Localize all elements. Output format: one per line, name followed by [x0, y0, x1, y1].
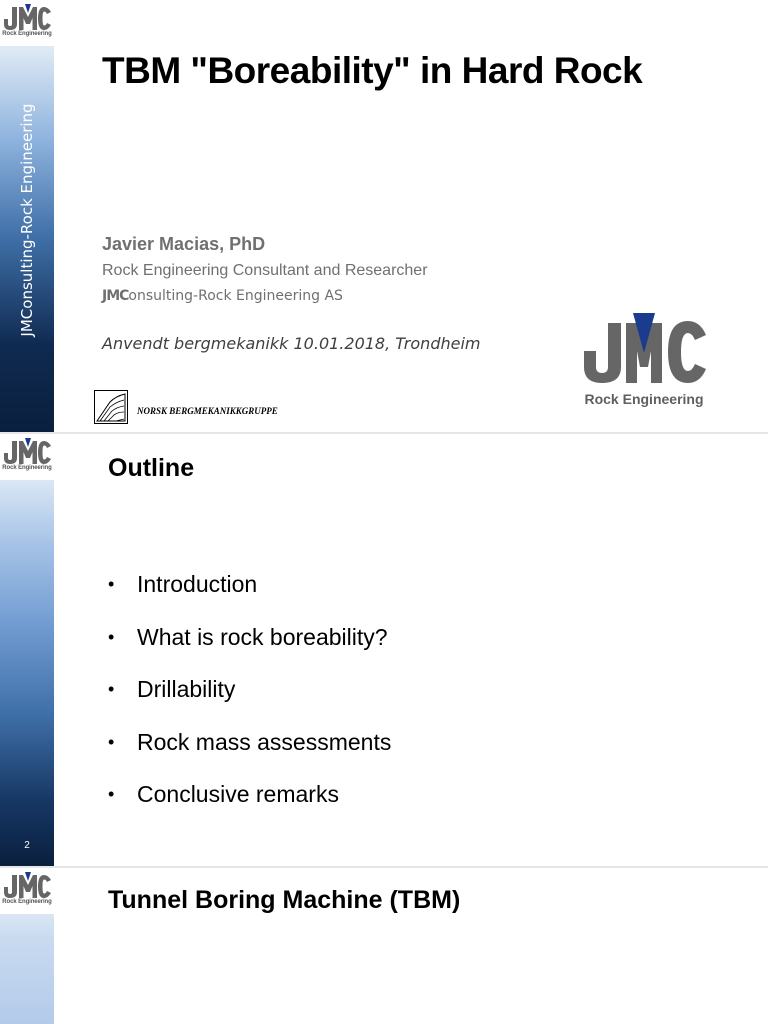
logo-caption: Rock Engineering: [2, 31, 52, 37]
slide-outline: [0, 434, 768, 866]
logo-large-caption: Rock Engineering: [584, 391, 704, 407]
slide-tbm: [0, 868, 768, 1024]
jmc-logo-mark: [2, 4, 52, 30]
list-item: [108, 728, 391, 781]
outline-list: [108, 570, 391, 833]
list-item-text: What is rock boreability?: [137, 623, 388, 650]
list-item: [108, 570, 391, 623]
page-number: 2: [24, 840, 30, 851]
company-name: [102, 288, 343, 304]
sidebar: [0, 434, 54, 866]
list-item-text: Drillability: [137, 676, 236, 702]
jmc-logo: [0, 436, 54, 480]
list-item: [108, 623, 391, 676]
nbg-label: NORSK BERGMEKANIKKGRUPPE: [137, 406, 278, 416]
author-name: Javier Macias, PhD: [102, 234, 266, 254]
list-item: [108, 780, 391, 833]
bullet: •: [108, 784, 115, 804]
jmc-logo: [0, 870, 54, 914]
sidebar: [0, 0, 54, 432]
jmc-logo-mark: [2, 438, 52, 464]
logo-caption: Rock Engineering: [2, 465, 52, 471]
logo-caption: Rock Engineering: [2, 899, 52, 905]
bullet: •: [108, 679, 115, 699]
jmc-logo: [0, 2, 54, 46]
event-line: Anvendt bergmekanikk 10.01.2018, Trondheim: [102, 334, 481, 353]
nbg-mountain-icon: [94, 390, 128, 424]
list-item: [108, 675, 391, 728]
tbm-heading: Tunnel Boring Machine (TBM): [108, 886, 461, 914]
outline-heading: Outline: [108, 454, 195, 482]
bullet: •: [108, 626, 115, 647]
jmc-logo-large-mark: [576, 311, 712, 387]
jmc-logo-mark: [2, 872, 52, 898]
sidebar-vertical-text: JMConsulting-Rock Engineering: [18, 103, 36, 337]
slide-title: [0, 0, 768, 432]
jmc-logo-large: [576, 311, 712, 411]
company-suffix: onsulting-Rock Engineering AS: [128, 288, 343, 304]
author-role: Rock Engineering Consultant and Researcher: [102, 262, 428, 279]
bullet: •: [108, 731, 115, 752]
bullet: •: [108, 574, 115, 594]
list-item-text: Introduction: [137, 571, 258, 597]
list-item-text: Rock mass assessments: [137, 728, 392, 755]
slide-title-heading: TBM "Boreability" in Hard Rock: [102, 50, 643, 91]
company-prefix: JMC: [102, 288, 129, 304]
sidebar: [0, 868, 54, 1024]
list-item-text: Conclusive remarks: [137, 781, 339, 807]
